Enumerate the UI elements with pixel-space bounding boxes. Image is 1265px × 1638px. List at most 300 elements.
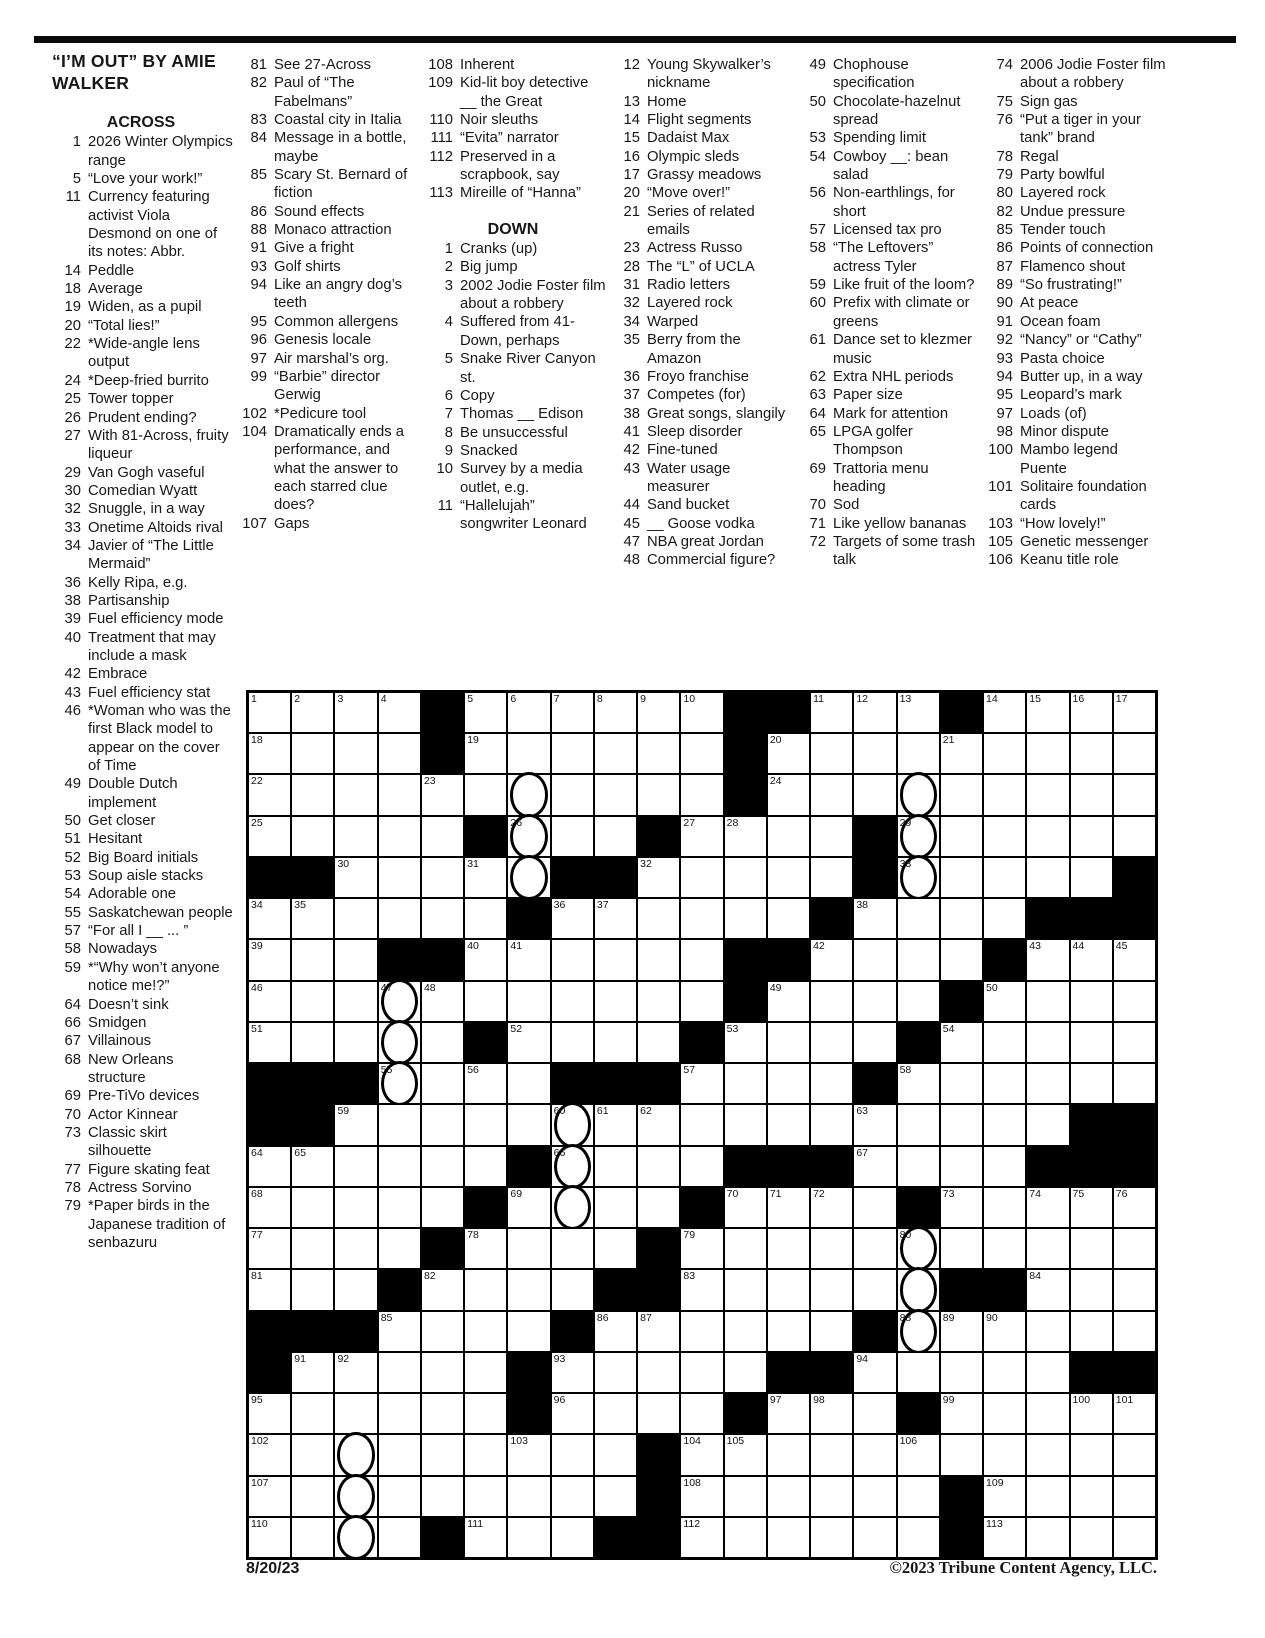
- grid-cell[interactable]: [767, 857, 810, 898]
- grid-cell[interactable]: [637, 1187, 680, 1228]
- grid-cell[interactable]: [378, 1476, 421, 1517]
- grid-cell[interactable]: [551, 692, 594, 733]
- grid-cell[interactable]: [464, 1434, 507, 1475]
- grid-cell[interactable]: [421, 1063, 464, 1104]
- grid-cell[interactable]: [724, 1063, 767, 1104]
- grid-cell[interactable]: [507, 1063, 550, 1104]
- grid-cell[interactable]: [767, 1022, 810, 1063]
- grid-cell[interactable]: [897, 1104, 940, 1145]
- grid-cell[interactable]: [464, 1146, 507, 1187]
- grid-cell[interactable]: [421, 1393, 464, 1434]
- grid-cell[interactable]: [1026, 774, 1069, 815]
- grid-cell[interactable]: [767, 981, 810, 1022]
- grid-cell[interactable]: [248, 692, 291, 733]
- grid-cell[interactable]: [594, 1104, 637, 1145]
- grid-cell[interactable]: [291, 1476, 334, 1517]
- grid-cell[interactable]: [810, 733, 853, 774]
- grid-cell[interactable]: [897, 1269, 940, 1310]
- grid-cell[interactable]: [680, 981, 723, 1022]
- grid-cell[interactable]: [810, 1434, 853, 1475]
- grid-cell[interactable]: [897, 733, 940, 774]
- grid-cell[interactable]: [594, 816, 637, 857]
- grid-cell[interactable]: [940, 898, 983, 939]
- grid-cell[interactable]: [551, 816, 594, 857]
- grid-cell[interactable]: [248, 774, 291, 815]
- grid-cell[interactable]: [334, 1517, 377, 1558]
- grid-cell[interactable]: [853, 898, 896, 939]
- grid-cell[interactable]: [767, 1063, 810, 1104]
- grid-cell[interactable]: [551, 1476, 594, 1517]
- grid-cell[interactable]: [810, 692, 853, 733]
- grid-cell[interactable]: [464, 733, 507, 774]
- grid-cell[interactable]: [767, 816, 810, 857]
- grid-cell[interactable]: [940, 1352, 983, 1393]
- grid-cell[interactable]: [767, 774, 810, 815]
- grid-cell[interactable]: [551, 1187, 594, 1228]
- grid-cell[interactable]: [334, 774, 377, 815]
- grid-cell[interactable]: [334, 1104, 377, 1145]
- grid-cell[interactable]: [291, 939, 334, 980]
- grid-cell[interactable]: [507, 1269, 550, 1310]
- grid-cell[interactable]: [551, 898, 594, 939]
- grid-cell[interactable]: [1113, 1187, 1156, 1228]
- grid-cell[interactable]: [551, 939, 594, 980]
- grid-cell[interactable]: [551, 1022, 594, 1063]
- grid-cell[interactable]: [248, 1022, 291, 1063]
- grid-cell[interactable]: [1113, 1393, 1156, 1434]
- grid-cell[interactable]: [724, 1104, 767, 1145]
- grid-cell[interactable]: [940, 939, 983, 980]
- grid-cell[interactable]: [637, 1022, 680, 1063]
- grid-cell[interactable]: [724, 1352, 767, 1393]
- grid-cell[interactable]: [248, 733, 291, 774]
- grid-cell[interactable]: [464, 898, 507, 939]
- grid-cell[interactable]: [940, 1063, 983, 1104]
- grid-cell[interactable]: [810, 774, 853, 815]
- grid-cell[interactable]: [1026, 1434, 1069, 1475]
- grid-cell[interactable]: [853, 1352, 896, 1393]
- grid-cell[interactable]: [378, 692, 421, 733]
- grid-cell[interactable]: [680, 1352, 723, 1393]
- grid-cell[interactable]: [551, 1228, 594, 1269]
- grid-cell[interactable]: [1026, 733, 1069, 774]
- grid-cell[interactable]: [421, 1104, 464, 1145]
- grid-cell[interactable]: [507, 857, 550, 898]
- grid-cell[interactable]: [1026, 1063, 1069, 1104]
- grid-cell[interactable]: [594, 1146, 637, 1187]
- grid-cell[interactable]: [334, 816, 377, 857]
- grid-cell[interactable]: [767, 733, 810, 774]
- grid-cell[interactable]: [1026, 1228, 1069, 1269]
- grid-cell[interactable]: [940, 1187, 983, 1228]
- grid-cell[interactable]: [1113, 774, 1156, 815]
- grid-cell[interactable]: [983, 1022, 1026, 1063]
- grid-cell[interactable]: [1026, 816, 1069, 857]
- grid-cell[interactable]: [551, 1352, 594, 1393]
- grid-cell[interactable]: [551, 981, 594, 1022]
- grid-cell[interactable]: [551, 1104, 594, 1145]
- grid-cell[interactable]: [1070, 1476, 1113, 1517]
- grid-cell[interactable]: [1113, 1063, 1156, 1104]
- grid-cell[interactable]: [767, 1228, 810, 1269]
- grid-cell[interactable]: [594, 774, 637, 815]
- grid-cell[interactable]: [464, 1476, 507, 1517]
- grid-cell[interactable]: [940, 774, 983, 815]
- grid-cell[interactable]: [983, 733, 1026, 774]
- grid-cell[interactable]: [291, 1228, 334, 1269]
- grid-cell[interactable]: [853, 1434, 896, 1475]
- grid-cell[interactable]: [378, 1187, 421, 1228]
- grid-cell[interactable]: [551, 733, 594, 774]
- grid-cell[interactable]: [464, 1104, 507, 1145]
- grid-cell[interactable]: [680, 1269, 723, 1310]
- grid-cell[interactable]: [334, 981, 377, 1022]
- grid-cell[interactable]: [983, 816, 1026, 857]
- grid-cell[interactable]: [810, 1063, 853, 1104]
- grid-cell[interactable]: [724, 1311, 767, 1352]
- grid-cell[interactable]: [334, 692, 377, 733]
- grid-cell[interactable]: [248, 1187, 291, 1228]
- grid-cell[interactable]: [594, 1476, 637, 1517]
- grid-cell[interactable]: [334, 1476, 377, 1517]
- grid-cell[interactable]: [637, 981, 680, 1022]
- grid-cell[interactable]: [767, 1187, 810, 1228]
- grid-cell[interactable]: [940, 1434, 983, 1475]
- grid-cell[interactable]: [507, 1311, 550, 1352]
- grid-cell[interactable]: [767, 1517, 810, 1558]
- grid-cell[interactable]: [421, 774, 464, 815]
- grid-cell[interactable]: [248, 1146, 291, 1187]
- grid-cell[interactable]: [594, 1022, 637, 1063]
- grid-cell[interactable]: [378, 774, 421, 815]
- grid-cell[interactable]: [853, 1146, 896, 1187]
- grid-cell[interactable]: [897, 816, 940, 857]
- grid-cell[interactable]: [637, 692, 680, 733]
- grid-cell[interactable]: [680, 692, 723, 733]
- grid-cell[interactable]: [507, 692, 550, 733]
- grid-cell[interactable]: [378, 1352, 421, 1393]
- grid-cell[interactable]: [1113, 1228, 1156, 1269]
- grid-cell[interactable]: [507, 774, 550, 815]
- grid-cell[interactable]: [378, 1146, 421, 1187]
- grid-cell[interactable]: [291, 898, 334, 939]
- grid-cell[interactable]: [291, 1517, 334, 1558]
- grid-cell[interactable]: [853, 733, 896, 774]
- grid-cell[interactable]: [1113, 692, 1156, 733]
- grid-cell[interactable]: [421, 1146, 464, 1187]
- grid-cell[interactable]: [983, 1063, 1026, 1104]
- grid-cell[interactable]: [1113, 1269, 1156, 1310]
- grid-cell[interactable]: [291, 1434, 334, 1475]
- grid-cell[interactable]: [724, 1269, 767, 1310]
- grid-cell[interactable]: [637, 1352, 680, 1393]
- grid-cell[interactable]: [897, 1517, 940, 1558]
- grid-cell[interactable]: [724, 1228, 767, 1269]
- grid-cell[interactable]: [897, 939, 940, 980]
- grid-cell[interactable]: [983, 774, 1026, 815]
- grid-cell[interactable]: [724, 1187, 767, 1228]
- grid-cell[interactable]: [680, 1434, 723, 1475]
- grid-cell[interactable]: [378, 733, 421, 774]
- grid-cell[interactable]: [378, 1517, 421, 1558]
- grid-cell[interactable]: [767, 1434, 810, 1475]
- grid-cell[interactable]: [378, 857, 421, 898]
- grid-cell[interactable]: [507, 1434, 550, 1475]
- grid-cell[interactable]: [983, 1146, 1026, 1187]
- grid-cell[interactable]: [507, 1476, 550, 1517]
- grid-cell[interactable]: [1113, 1476, 1156, 1517]
- grid-cell[interactable]: [680, 1517, 723, 1558]
- grid-cell[interactable]: [1113, 1434, 1156, 1475]
- grid-cell[interactable]: [421, 898, 464, 939]
- grid-cell[interactable]: [248, 1269, 291, 1310]
- grid-cell[interactable]: [897, 981, 940, 1022]
- grid-cell[interactable]: [551, 1146, 594, 1187]
- grid-cell[interactable]: [810, 1476, 853, 1517]
- grid-cell[interactable]: [983, 1352, 1026, 1393]
- grid-cell[interactable]: [464, 939, 507, 980]
- grid-cell[interactable]: [897, 857, 940, 898]
- grid-cell[interactable]: [1026, 981, 1069, 1022]
- grid-cell[interactable]: [853, 1022, 896, 1063]
- grid-cell[interactable]: [853, 1517, 896, 1558]
- grid-cell[interactable]: [1026, 1022, 1069, 1063]
- grid-cell[interactable]: [983, 1434, 1026, 1475]
- grid-cell[interactable]: [983, 1517, 1026, 1558]
- grid-cell[interactable]: [810, 1022, 853, 1063]
- grid-cell[interactable]: [421, 1311, 464, 1352]
- grid-cell[interactable]: [1070, 857, 1113, 898]
- grid-cell[interactable]: [724, 1476, 767, 1517]
- grid-cell[interactable]: [897, 774, 940, 815]
- grid-cell[interactable]: [421, 1352, 464, 1393]
- grid-cell[interactable]: [637, 1393, 680, 1434]
- grid-cell[interactable]: [378, 1104, 421, 1145]
- grid-cell[interactable]: [724, 816, 767, 857]
- grid-cell[interactable]: [507, 1022, 550, 1063]
- grid-cell[interactable]: [507, 939, 550, 980]
- grid-cell[interactable]: [680, 898, 723, 939]
- grid-cell[interactable]: [421, 1022, 464, 1063]
- grid-cell[interactable]: [378, 898, 421, 939]
- grid-cell[interactable]: [248, 1517, 291, 1558]
- grid-cell[interactable]: [897, 1311, 940, 1352]
- grid-cell[interactable]: [1070, 1311, 1113, 1352]
- grid-cell[interactable]: [551, 1269, 594, 1310]
- grid-cell[interactable]: [853, 1393, 896, 1434]
- grid-cell[interactable]: [1026, 1476, 1069, 1517]
- grid-cell[interactable]: [507, 1517, 550, 1558]
- grid-cell[interactable]: [983, 1476, 1026, 1517]
- grid-cell[interactable]: [594, 1434, 637, 1475]
- grid-cell[interactable]: [897, 1228, 940, 1269]
- grid-cell[interactable]: [637, 1104, 680, 1145]
- grid-cell[interactable]: [291, 1393, 334, 1434]
- grid-cell[interactable]: [637, 1311, 680, 1352]
- grid-cell[interactable]: [334, 857, 377, 898]
- grid-cell[interactable]: [594, 1393, 637, 1434]
- grid-cell[interactable]: [421, 1476, 464, 1517]
- grid-cell[interactable]: [1026, 1104, 1069, 1145]
- grid-cell[interactable]: [983, 692, 1026, 733]
- grid-cell[interactable]: [334, 733, 377, 774]
- grid-cell[interactable]: [680, 1476, 723, 1517]
- grid-cell[interactable]: [551, 774, 594, 815]
- grid-cell[interactable]: [983, 898, 1026, 939]
- grid-cell[interactable]: [334, 1393, 377, 1434]
- grid-cell[interactable]: [334, 939, 377, 980]
- grid-cell[interactable]: [680, 1228, 723, 1269]
- grid-cell[interactable]: [940, 857, 983, 898]
- grid-cell[interactable]: [248, 981, 291, 1022]
- grid-cell[interactable]: [724, 1022, 767, 1063]
- grid-cell[interactable]: [551, 1393, 594, 1434]
- grid-cell[interactable]: [810, 1104, 853, 1145]
- grid-cell[interactable]: [1070, 939, 1113, 980]
- grid-cell[interactable]: [680, 733, 723, 774]
- grid-cell[interactable]: [810, 857, 853, 898]
- grid-cell[interactable]: [983, 1393, 1026, 1434]
- grid-cell[interactable]: [810, 981, 853, 1022]
- grid-cell[interactable]: [940, 733, 983, 774]
- grid-cell[interactable]: [464, 857, 507, 898]
- grid-cell[interactable]: [1026, 1393, 1069, 1434]
- grid-cell[interactable]: [1070, 1022, 1113, 1063]
- grid-cell[interactable]: [810, 1311, 853, 1352]
- grid-cell[interactable]: [897, 1352, 940, 1393]
- grid-cell[interactable]: [334, 1228, 377, 1269]
- grid-cell[interactable]: [767, 1393, 810, 1434]
- grid-cell[interactable]: [594, 898, 637, 939]
- grid-cell[interactable]: [291, 774, 334, 815]
- grid-cell[interactable]: [421, 981, 464, 1022]
- grid-cell[interactable]: [1070, 981, 1113, 1022]
- grid-cell[interactable]: [594, 692, 637, 733]
- grid-cell[interactable]: [897, 692, 940, 733]
- grid-cell[interactable]: [810, 1228, 853, 1269]
- grid-cell[interactable]: [810, 1269, 853, 1310]
- grid-cell[interactable]: [594, 1352, 637, 1393]
- grid-cell[interactable]: [1070, 692, 1113, 733]
- grid-cell[interactable]: [637, 1146, 680, 1187]
- grid-cell[interactable]: [724, 1517, 767, 1558]
- grid-cell[interactable]: [1070, 1393, 1113, 1434]
- grid-cell[interactable]: [421, 816, 464, 857]
- grid-cell[interactable]: [680, 1393, 723, 1434]
- grid-cell[interactable]: [291, 816, 334, 857]
- grid-cell[interactable]: [1113, 939, 1156, 980]
- grid-cell[interactable]: [334, 1269, 377, 1310]
- grid-cell[interactable]: [810, 816, 853, 857]
- grid-cell[interactable]: [421, 1187, 464, 1228]
- grid-cell[interactable]: [507, 1104, 550, 1145]
- grid-cell[interactable]: [1026, 939, 1069, 980]
- grid-cell[interactable]: [897, 1146, 940, 1187]
- grid-cell[interactable]: [291, 981, 334, 1022]
- grid-cell[interactable]: [594, 981, 637, 1022]
- grid-cell[interactable]: [421, 1434, 464, 1475]
- grid-cell[interactable]: [897, 1063, 940, 1104]
- grid-cell[interactable]: [637, 939, 680, 980]
- grid-cell[interactable]: [983, 1228, 1026, 1269]
- grid-cell[interactable]: [680, 1104, 723, 1145]
- grid-cell[interactable]: [767, 1269, 810, 1310]
- grid-cell[interactable]: [594, 939, 637, 980]
- grid-cell[interactable]: [1070, 1434, 1113, 1475]
- grid-cell[interactable]: [334, 1434, 377, 1475]
- grid-cell[interactable]: [378, 981, 421, 1022]
- grid-cell[interactable]: [464, 1311, 507, 1352]
- grid-cell[interactable]: [637, 898, 680, 939]
- grid-cell[interactable]: [291, 1187, 334, 1228]
- grid-cell[interactable]: [767, 1104, 810, 1145]
- grid-cell[interactable]: [940, 816, 983, 857]
- grid-cell[interactable]: [983, 1311, 1026, 1352]
- grid-cell[interactable]: [378, 1228, 421, 1269]
- grid-cell[interactable]: [291, 733, 334, 774]
- grid-cell[interactable]: [1070, 1228, 1113, 1269]
- grid-cell[interactable]: [940, 1022, 983, 1063]
- grid-cell[interactable]: [810, 1393, 853, 1434]
- grid-cell[interactable]: [680, 939, 723, 980]
- grid-cell[interactable]: [983, 1104, 1026, 1145]
- grid-cell[interactable]: [378, 1063, 421, 1104]
- grid-cell[interactable]: [853, 1476, 896, 1517]
- grid-cell[interactable]: [378, 1311, 421, 1352]
- grid-cell[interactable]: [291, 692, 334, 733]
- grid-cell[interactable]: [940, 1146, 983, 1187]
- grid-cell[interactable]: [1070, 733, 1113, 774]
- grid-cell[interactable]: [507, 981, 550, 1022]
- grid-cell[interactable]: [853, 1104, 896, 1145]
- grid-cell[interactable]: [594, 1228, 637, 1269]
- grid-cell[interactable]: [1070, 816, 1113, 857]
- grid-cell[interactable]: [594, 1311, 637, 1352]
- grid-cell[interactable]: [464, 1063, 507, 1104]
- grid-cell[interactable]: [378, 816, 421, 857]
- grid-cell[interactable]: [248, 939, 291, 980]
- grid-cell[interactable]: [378, 1434, 421, 1475]
- grid-cell[interactable]: [983, 1187, 1026, 1228]
- grid-cell[interactable]: [551, 1517, 594, 1558]
- grid-cell[interactable]: [724, 857, 767, 898]
- grid-cell[interactable]: [853, 1187, 896, 1228]
- grid-cell[interactable]: [421, 857, 464, 898]
- grid-cell[interactable]: [810, 1187, 853, 1228]
- grid-cell[interactable]: [464, 1228, 507, 1269]
- grid-cell[interactable]: [897, 1476, 940, 1517]
- grid-cell[interactable]: [378, 1393, 421, 1434]
- grid-cell[interactable]: [421, 1269, 464, 1310]
- grid-cell[interactable]: [767, 898, 810, 939]
- grid-cell[interactable]: [464, 981, 507, 1022]
- grid-cell[interactable]: [767, 1476, 810, 1517]
- grid-cell[interactable]: [1026, 1311, 1069, 1352]
- grid-cell[interactable]: [334, 1022, 377, 1063]
- grid-cell[interactable]: [291, 1352, 334, 1393]
- grid-cell[interactable]: [1026, 1269, 1069, 1310]
- grid-cell[interactable]: [1070, 1187, 1113, 1228]
- grid-cell[interactable]: [248, 1434, 291, 1475]
- grid-cell[interactable]: [551, 1434, 594, 1475]
- grid-cell[interactable]: [637, 774, 680, 815]
- grid-cell[interactable]: [680, 1146, 723, 1187]
- grid-cell[interactable]: [248, 898, 291, 939]
- grid-cell[interactable]: [1113, 981, 1156, 1022]
- grid-cell[interactable]: [1070, 1269, 1113, 1310]
- grid-cell[interactable]: [378, 1022, 421, 1063]
- grid-cell[interactable]: [1070, 1517, 1113, 1558]
